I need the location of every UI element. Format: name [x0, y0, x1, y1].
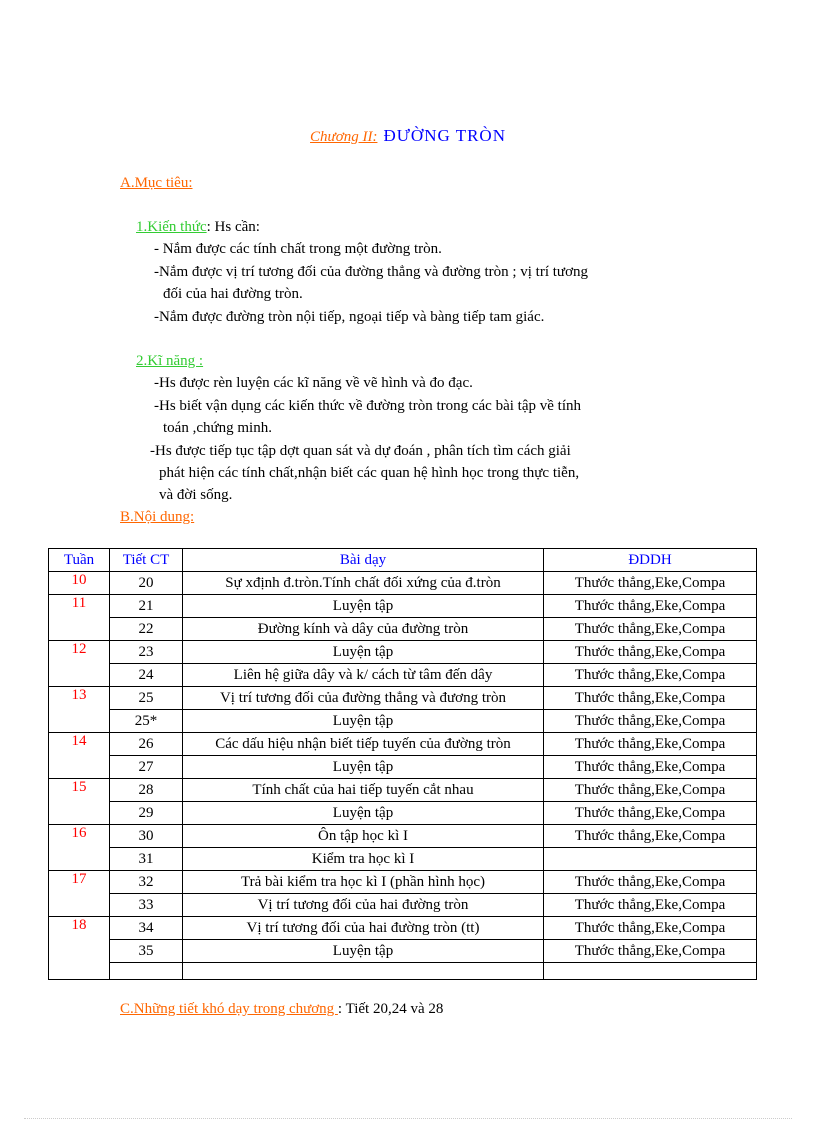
lesson-cell: Vị trí tương đối của đường thẳng và đương tròn [183, 687, 544, 710]
table-row [49, 917, 757, 940]
lesson-cell: Luyện tập [183, 641, 544, 664]
table-row [49, 687, 757, 710]
period-cell: 30 [110, 825, 183, 848]
table-row [49, 756, 757, 779]
table-row [49, 940, 757, 963]
period-cell: 23 [110, 641, 183, 664]
lesson-cell: Trả bài kiểm tra học kì I (phần hình học) [183, 871, 544, 894]
week-cell: 17 [49, 871, 110, 917]
knowledge-line-1: - Nắm được các tính chất trong một đường tròn. [154, 241, 442, 257]
chapter-name: ĐƯỜNG TRÒN [383, 126, 506, 145]
week-cell: 10 [49, 572, 110, 595]
period-cell: 22 [110, 618, 183, 641]
week-cell: 14 [49, 733, 110, 779]
week-cell: 11 [49, 595, 110, 641]
section-b-heading: B.Nội dung: [120, 509, 195, 525]
skills-line-4: -Hs được tiếp tục tập dợt quan sát và dự đoán , phân tích tìm cách giải [150, 443, 571, 459]
week-cell: 13 [49, 687, 110, 733]
week-cell: 12 [49, 641, 110, 687]
header-lesson: Bài dạy [183, 549, 544, 572]
tools-cell: Thước thẳng,Eke,Compa [544, 641, 757, 664]
table-row [49, 618, 757, 641]
knowledge-heading [136, 219, 260, 236]
period-cell: 33 [110, 894, 183, 917]
header-period: Tiết CT [110, 549, 183, 572]
tools-cell: Thước thẳng,Eke,Compa [544, 871, 757, 894]
table-row [49, 733, 757, 756]
period-cell: 34 [110, 917, 183, 940]
tools-cell: Thước thẳng,Eke,Compa [544, 572, 757, 595]
section-a-heading: A.Mục tiêu: [120, 175, 193, 191]
chapter-label: Chương II: [310, 129, 378, 145]
section-c-text: : Tiết 20,24 và 28 [337, 1001, 444, 1017]
table-row [49, 894, 757, 917]
lesson-cell: Ôn tập học kì I [183, 825, 544, 848]
filler-cell [544, 963, 757, 980]
tools-cell: Thước thẳng,Eke,Compa [544, 618, 757, 641]
week-cell: 18 [49, 917, 110, 980]
knowledge-suffix: : Hs cần: [206, 219, 260, 235]
table-row [49, 572, 757, 595]
lesson-cell: Luyện tập [183, 756, 544, 779]
period-cell: 35 [110, 940, 183, 963]
lesson-cell: Luyện tập [183, 595, 544, 618]
lesson-cell: Các dấu hiệu nhận biết tiếp tuyến của đường tròn [183, 733, 544, 756]
period-cell: 25 [110, 687, 183, 710]
table-row [49, 825, 757, 848]
tools-cell: Thước thẳng,Eke,Compa [544, 802, 757, 825]
skills-line-1: -Hs được rèn luyện các kĩ năng về vẽ hình và đo đạc. [154, 375, 473, 391]
page-footer-divider [24, 1118, 792, 1119]
tools-cell: Thước thẳng,Eke,Compa [544, 687, 757, 710]
knowledge-label: 1.Kiến thức [136, 219, 207, 235]
knowledge-line-3: đối của hai đường tròn. [163, 286, 303, 302]
lesson-cell: Liên hệ giữa dây và k/ cách từ tâm đến dây [183, 664, 544, 687]
tools-cell: Thước thẳng,Eke,Compa [544, 779, 757, 802]
knowledge-line-4: -Nắm được đường tròn nội tiếp, ngoại tiếp và bàng tiếp tam giác. [154, 309, 545, 325]
table-row [49, 779, 757, 802]
section-c-heading: C.Những tiết khó dạy trong chương [120, 1001, 338, 1017]
table-row [49, 710, 757, 733]
week-cell: 15 [49, 779, 110, 825]
period-cell: 25* [110, 710, 183, 733]
lesson-cell: Luyện tập [183, 802, 544, 825]
skills-line-6: và đời sống. [159, 487, 233, 503]
period-cell: 26 [110, 733, 183, 756]
lesson-cell: Đường kính và dây của đường tròn [183, 618, 544, 641]
table-row [49, 848, 757, 871]
table-filler-row [49, 963, 757, 980]
week-cell: 16 [49, 825, 110, 871]
table-row [49, 641, 757, 664]
tools-cell: Thước thẳng,Eke,Compa [544, 733, 757, 756]
lesson-cell: Kiểm tra học kì I [183, 848, 544, 871]
skills-line-5: phát hiện các tính chất,nhận biết các quan hệ hình học trong thực tiễn, [159, 465, 580, 481]
tools-cell: Thước thẳng,Eke,Compa [544, 917, 757, 940]
lesson-cell: Vị trí tương đối của hai đường tròn (tt) [183, 917, 544, 940]
tools-cell: Thước thẳng,Eke,Compa [544, 894, 757, 917]
period-cell: 24 [110, 664, 183, 687]
lesson-cell: Vị trí tương đối của hai đường tròn [183, 894, 544, 917]
skills-line-2: -Hs biết vận dụng các kiến thức về đường tròn trong các bài tập về tính [154, 398, 581, 414]
lesson-cell: Luyện tập [183, 940, 544, 963]
period-cell: 32 [110, 871, 183, 894]
knowledge-line-2: -Nắm được vị trí tương đối của đường thẳng và đường tròn ; vị trí tương [154, 264, 588, 280]
tools-cell: Thước thẳng,Eke,Compa [544, 595, 757, 618]
table-header-row [49, 549, 757, 572]
skills-line-3: toán ,chứng minh. [163, 420, 272, 436]
period-cell: 28 [110, 779, 183, 802]
skills-heading: 2.Kĩ năng : [136, 353, 204, 369]
header-tools: ĐDDH [544, 549, 757, 572]
lesson-schedule-table [48, 548, 757, 980]
filler-cell [110, 963, 183, 980]
tools-cell: Thước thẳng,Eke,Compa [544, 756, 757, 779]
header-week: Tuần [49, 549, 110, 572]
period-cell: 31 [110, 848, 183, 871]
period-cell: 29 [110, 802, 183, 825]
table-row [49, 595, 757, 618]
period-cell: 20 [110, 572, 183, 595]
lesson-cell: Sự xđịnh đ.tròn.Tính chất đối xứng của đ.tròn [183, 572, 544, 595]
table-row [49, 871, 757, 894]
tools-cell: Thước thẳng,Eke,Compa [544, 710, 757, 733]
tools-cell: Thước thẳng,Eke,Compa [544, 940, 757, 963]
table-row [49, 802, 757, 825]
tools-cell [544, 848, 757, 871]
section-c [120, 1001, 443, 1018]
chapter-title [0, 126, 816, 146]
tools-cell: Thước thẳng,Eke,Compa [544, 664, 757, 687]
lesson-cell: Tính chất của hai tiếp tuyến cắt nhau [183, 779, 544, 802]
table-row [49, 664, 757, 687]
filler-cell [183, 963, 544, 980]
lesson-cell: Luyện tập [183, 710, 544, 733]
period-cell: 27 [110, 756, 183, 779]
period-cell: 21 [110, 595, 183, 618]
tools-cell: Thước thẳng,Eke,Compa [544, 825, 757, 848]
